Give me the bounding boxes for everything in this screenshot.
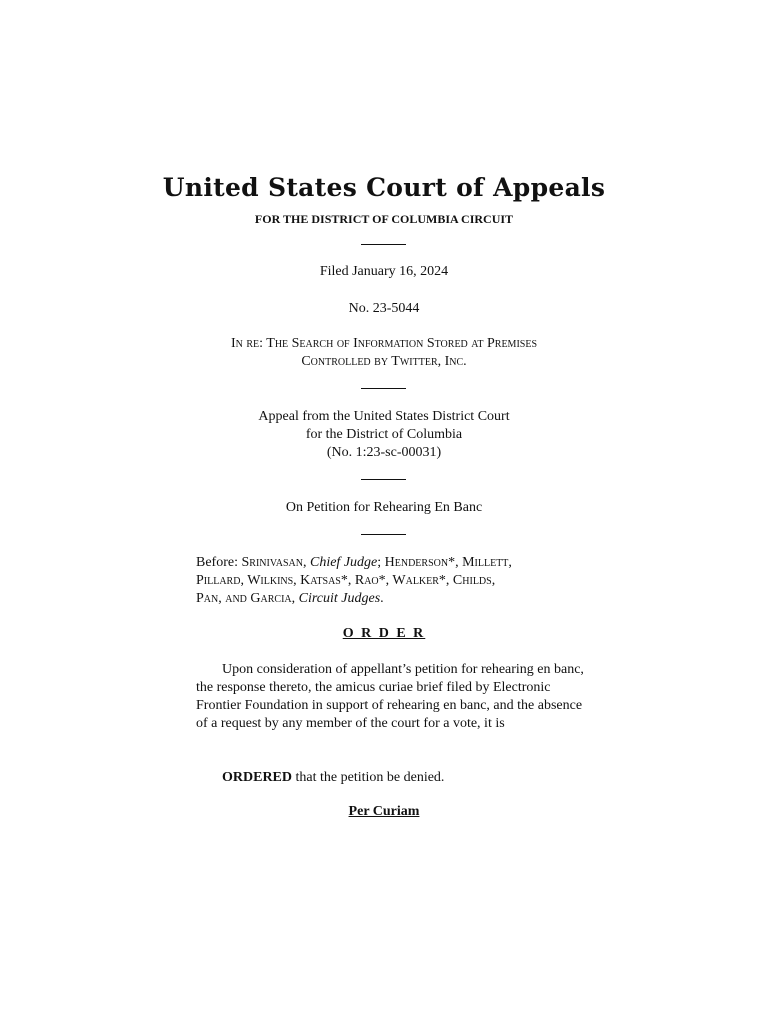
circuit-name: FOR THE DISTRICT OF COLUMBIA CIRCUIT: [254, 212, 514, 226]
before-prefix: Before:: [196, 555, 242, 570]
chief-judge-title: Chief Judge: [309, 555, 378, 570]
divider: [361, 479, 406, 480]
caption-line-1: In re: The Search of Information Stored at Premises: [230, 336, 538, 351]
filed-date: Filed January 16, 2024: [319, 264, 449, 279]
court-name: United States Court of Appeals: [162, 173, 606, 202]
judges-line-1: Henderson*, Millett,: [384, 555, 512, 570]
judges-line-2: Pillard, Wilkins, Katsas*, Rao*, Walker*, Childs,: [196, 573, 496, 588]
ordered-text: that the petition be denied.: [292, 770, 445, 785]
ordered-line: [196, 769, 586, 787]
panel-judges: Before: Srinivasan, Chief Judge; Henderson*, Millett, Pillard, Wilkins, Katsas*, Rao*, Walker*, Childs, Pan, and Garcia, Circuit Judges.: [196, 555, 512, 606]
order-paragraph: Upon consideration of appellant’s petition for rehearing en banc, the response thereto, the amicus curiae brief filed by Electronic Frontier Foundation in support of rehearing en banc, and the absence of a request by any member of the court for a vote, it is: [196, 662, 584, 731]
circuit-judges-title: Circuit Judges: [298, 591, 381, 606]
order-heading: O R D E R: [342, 626, 426, 641]
petition-title: On Petition for Rehearing En Banc: [285, 500, 483, 515]
per-curiam: Per Curiam: [348, 804, 420, 819]
appeal-line-1: Appeal from the United States District Court: [258, 409, 510, 424]
judges-line-3: Pan, and Garcia,: [196, 591, 299, 606]
ordered-label: ORDERED: [222, 770, 293, 785]
caption-line-2: Controlled by Twitter, Inc.: [301, 354, 467, 369]
case-number: No. 23-5044: [348, 301, 420, 316]
chief-judge-name: Srinivasan: [241, 555, 303, 570]
divider: [361, 244, 406, 245]
appeal-line-3: (No. 1:23-sc-00031): [326, 445, 442, 460]
divider: [361, 534, 406, 535]
divider: [361, 388, 406, 389]
appeal-line-2: for the District of Columbia: [305, 427, 463, 442]
